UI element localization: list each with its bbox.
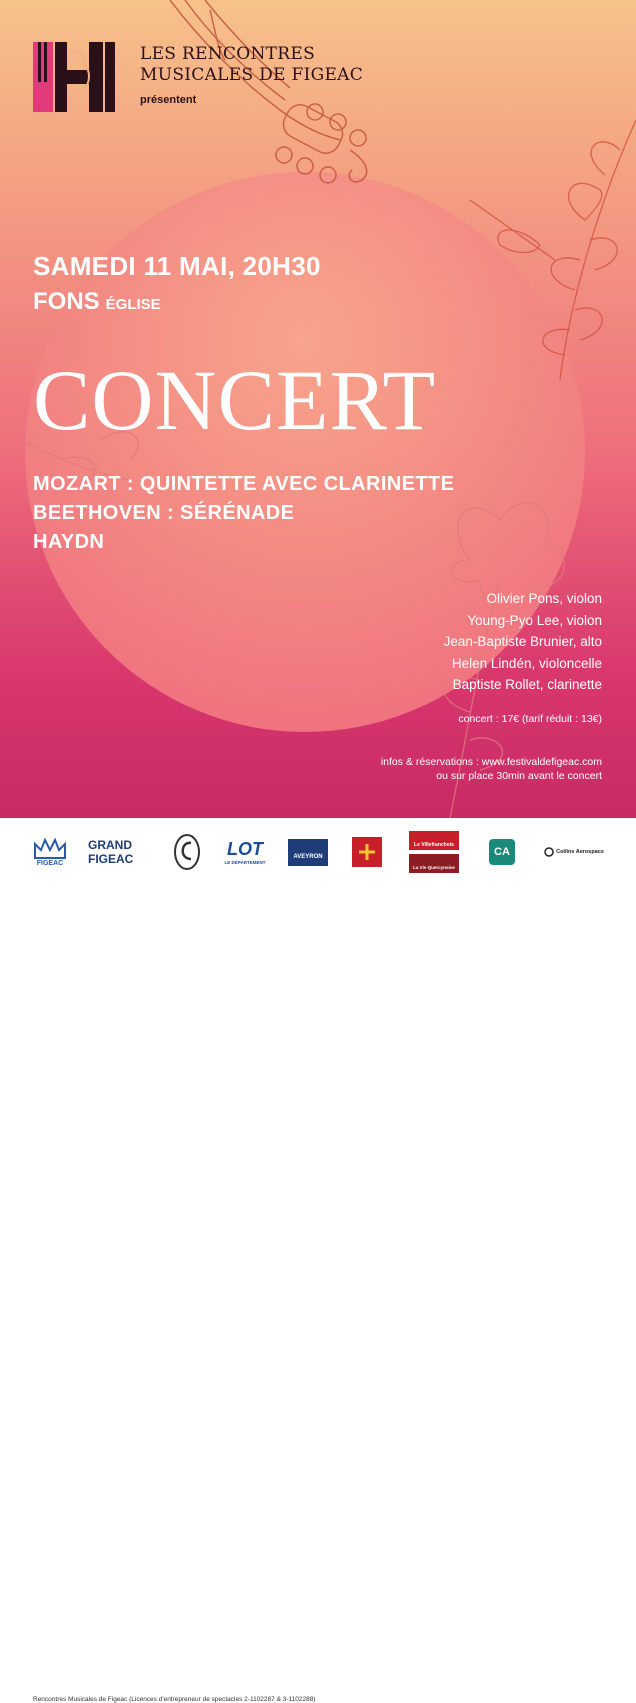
- sponsor-lot-logo: [222, 832, 268, 872]
- branch-leaves-illustration: [470, 120, 636, 380]
- grand-figeac-line2: FIGEAC: [88, 852, 134, 866]
- event-title: CONCERT: [33, 352, 437, 448]
- organizer-name-line1: LES RENCONTRES: [140, 44, 316, 64]
- program-item: MOZART : QUINTETTE AVEC CLARINETTE: [33, 473, 455, 495]
- program-item: BEETHOVEN : SÉRÉNADE: [33, 502, 295, 524]
- presents-label: présentent: [140, 94, 197, 106]
- villefranchois-banner: [409, 831, 459, 850]
- performer: Young-Pyo Lee, violon: [467, 612, 602, 628]
- sponsor-figeac-logo: [30, 832, 70, 872]
- grand-figeac-line1: GRAND: [88, 838, 132, 852]
- performers-list: [444, 588, 602, 696]
- sponsor-bank-logo: [484, 832, 520, 872]
- collins-label: Collins Aerospace: [556, 849, 604, 855]
- ticket-price: concert : 17€ (tarif réduit : 13€): [458, 713, 602, 725]
- bank-mark-icon: [489, 839, 515, 865]
- circle-mark-icon: [173, 833, 201, 871]
- lot-label: LOT: [227, 839, 263, 859]
- lot-sub-label: LE DÉPARTEMENT: [224, 860, 266, 865]
- program-item: HAYDN: [33, 531, 105, 553]
- event-town: FONS: [33, 288, 100, 315]
- vie-quercynoise-label: La Vie Quercynoise: [413, 865, 455, 870]
- vie-quercynoise-banner: [409, 854, 459, 873]
- performer: Olivier Pons, violon: [486, 591, 602, 606]
- figeac-crown-icon: [33, 838, 67, 860]
- event-venue: ÉGLISE: [105, 296, 161, 313]
- organizer-name-line2: MUSICALES DE FIGEAC: [140, 65, 364, 85]
- sponsor-region-logo: [350, 832, 384, 872]
- performer: Helen Lindén, violoncelle: [451, 655, 602, 671]
- sponsor-press-logo: [408, 832, 460, 872]
- booking-info-onsite: ou sur place 30min avant le concert: [436, 770, 602, 782]
- sponsor-bar: [0, 818, 636, 1703]
- region-cross-icon: [352, 837, 382, 867]
- bank-label: CA: [494, 846, 510, 858]
- sponsor-collins-logo: [540, 832, 608, 872]
- organizer-name: [140, 44, 390, 86]
- aveyron-label: AVEYRON: [293, 853, 323, 860]
- program-list: [33, 470, 454, 557]
- performer: Jean-Baptiste Brunier, alto: [443, 634, 602, 649]
- collins-mark-icon: [544, 847, 554, 857]
- performer: Baptiste Rollet, clarinette: [452, 677, 602, 692]
- booking-info: [381, 755, 602, 783]
- festival-logo-icon: [33, 40, 117, 114]
- sponsor-grand-figeac-logo: [88, 832, 154, 872]
- aveyron-badge: [288, 839, 327, 866]
- event-date: SAMEDI 11 MAI, 20H30: [33, 251, 321, 281]
- event-place: [33, 288, 161, 316]
- figeac-label: FIGEAC: [36, 859, 64, 867]
- sponsor-aveyron-logo: [284, 832, 332, 872]
- violin-scroll-illustration: [170, 0, 367, 183]
- license-credits: Rencontres Musicales de Figeac (Licences d'entrepreneur de spectacles 2-1102287 & 3-1102288): [33, 1696, 316, 1703]
- villefranchois-label: Le Villefranchois: [414, 842, 454, 848]
- booking-info-website: infos & réservations : www.festivaldefigeac.com: [380, 756, 602, 768]
- sponsor-circle-logo: [172, 832, 202, 872]
- poster: [0, 0, 636, 818]
